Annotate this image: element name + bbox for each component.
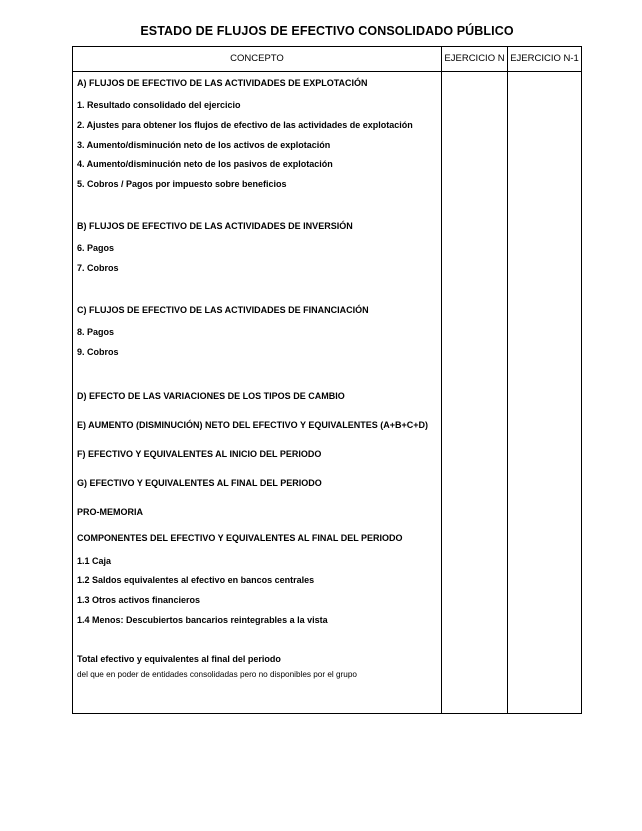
row-item-6: 6. Pagos <box>77 243 115 253</box>
header-divider <box>73 71 581 72</box>
header-ejercicio-n1: EJERCICIO N-1 <box>510 53 579 64</box>
section-d-heading: D) EFECTO DE LAS VARIACIONES DE LOS TIPOS DE CAMBIO <box>77 391 345 401</box>
row-item-3: 3. Aumento/disminución neto de los activos de explotación <box>77 140 331 150</box>
header-concepto: CONCEPTO <box>230 53 284 64</box>
section-b-heading: B) FLUJOS DE EFECTIVO DE LAS ACTIVIDADES DE INVERSIÓN <box>77 221 353 231</box>
row-item-9: 9. Cobros <box>77 347 119 357</box>
row-item-4: 4. Aumento/disminución neto de los pasivos de explotación <box>77 159 333 169</box>
pro-memoria-heading: PRO-MEMORIA <box>77 507 143 517</box>
row-item-2: 2. Ajustes para obtener los flujos de efectivo de las actividades de explotación <box>77 120 413 130</box>
section-a-heading: A) FLUJOS DE EFECTIVO DE LAS ACTIVIDADES DE EXPLOTACIÓN <box>77 78 368 88</box>
section-g-heading: G) EFECTIVO Y EQUIVALENTES AL FINAL DEL PERIODO <box>77 478 322 488</box>
total-row: Total efectivo y equivalentes al final del periodo <box>77 654 281 664</box>
row-item-8: 8. Pagos <box>77 327 115 337</box>
header-ejercicio-n: EJERCICIO N <box>444 53 505 64</box>
section-c-heading: C) FLUJOS DE EFECTIVO DE LAS ACTIVIDADES DE FINANCIACIÓN <box>77 305 369 315</box>
section-e-heading: E) AUMENTO (DISMINUCIÓN) NETO DEL EFECTIVO Y EQUIVALENTES (A+B+C+D) <box>77 420 428 430</box>
page-title: ESTADO DE FLUJOS DE EFECTIVO CONSOLIDADO PÚBLICO <box>140 24 514 38</box>
row-item-5: 5. Cobros / Pagos por impuesto sobre beneficios <box>77 179 287 189</box>
row-item-1-3: 1.3 Otros activos financieros <box>77 595 201 605</box>
row-item-1-4: 1.4 Menos: Descubiertos bancarios reintegrables a la vista <box>77 615 328 625</box>
column-divider-ejercicio-n <box>441 47 442 714</box>
section-f-heading: F) EFECTIVO Y EQUIVALENTES AL INICIO DEL PERIODO <box>77 449 322 459</box>
cash-flow-table <box>72 46 582 714</box>
row-item-1: 1. Resultado consolidado del ejercicio <box>77 100 241 110</box>
column-divider-ejercicio-n1 <box>507 47 508 714</box>
row-item-1-2: 1.2 Saldos equivalentes al efectivo en bancos centrales <box>77 575 315 585</box>
row-item-1-1: 1.1 Caja <box>77 556 112 566</box>
total-subrow: del que en poder de entidades consolidadas pero no disponibles por el grupo <box>77 670 357 679</box>
componentes-heading: COMPONENTES DEL EFECTIVO Y EQUIVALENTES AL FINAL DEL PERIODO <box>77 533 403 543</box>
row-item-7: 7. Cobros <box>77 263 119 273</box>
